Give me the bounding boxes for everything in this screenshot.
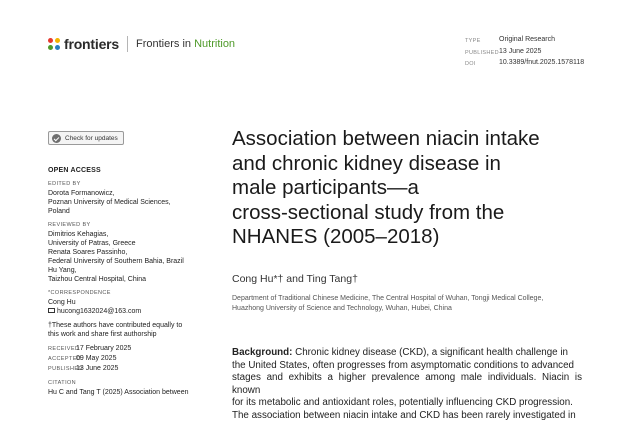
editor-name: Dorota Formanowicz, — [48, 190, 115, 197]
equal-contribution-note: †These authors have contributed equally to — [48, 322, 183, 329]
abstract: Background: Chronic kidney disease (CKD), a significant health challenge in the United States, often progresses from asymptomatic conditions to advanced stages and exhibits a higher prevalence among male individuals. Niacin is known for its metabolic and antioxidant roles, potentially influencing CKD progression. The association between niacin intake and CKD has been rarely investigated in — [232, 347, 582, 421]
reviewed-by-label: REVIEWED BY — [48, 222, 91, 228]
article-title: Association between niacin intake and chronic kidney disease in male participants—a cross-sectional study from the NHANES (2005–2018) — [232, 127, 540, 248]
correspondence-name: Cong Hu — [48, 299, 76, 306]
author-affiliation: Department of Traditional Chinese Medicine, The Central Hospital of Wuhan, Tongji Medical College, Huazhong University of Science and Technology, Wuhan, Hubei, China — [232, 295, 544, 312]
journal-name: Frontiers in Nutrition — [136, 38, 236, 50]
article-dates — [48, 344, 208, 374]
open-access-label: OPEN ACCESS — [48, 167, 101, 174]
editor-affil: Poznan University of Medical Sciences, — [48, 199, 171, 206]
article-meta — [465, 35, 584, 70]
editor-country: Poland — [48, 208, 70, 215]
envelope-icon — [48, 308, 55, 313]
reviewer-line: Dimitrios Kehagias, — [48, 231, 109, 238]
reviewer-line: Federal University of Southern Bahia, Brazil — [48, 258, 184, 265]
doi-link[interactable]: 10.3389/fnut.2025.1578118 — [499, 59, 585, 66]
edited-by-label: EDITED BY — [48, 181, 81, 187]
brand-name: frontiers — [64, 36, 119, 52]
correspondence-email-row — [48, 307, 208, 316]
header-divider — [127, 36, 128, 52]
reviewer-line: Hu Yang, — [48, 267, 77, 274]
meta-type: TYPE Original Research — [465, 36, 556, 44]
citation-text: Hu C and Tang T (2025) Association between — [48, 389, 189, 396]
accepted-date: ACCEPTED09 May 2025 — [48, 355, 117, 362]
reviewer-line: University of Patras, Greece — [48, 240, 136, 247]
abstract-heading: Background: — [232, 347, 293, 358]
equal-contribution-note-2: this work and share first authorship — [48, 331, 157, 338]
citation-label: CITATION — [48, 380, 77, 386]
correspondence-email[interactable]: hucong1632024@163.com — [57, 308, 142, 315]
meta-published: PUBLISHED 13 June 2025 — [465, 47, 542, 56]
published-date: PUBLISHED13 June 2025 — [48, 365, 119, 372]
received-date: RECEIVED17 February 2025 — [48, 345, 132, 352]
article-authors: Cong Hu*† and Ting Tang† — [232, 273, 358, 285]
meta-doi: DOI 10.3389/fnut.2025.1578118 — [465, 58, 584, 70]
sidebar-info — [48, 166, 208, 397]
frontiers-logo-icon — [48, 38, 61, 51]
checkmark-icon — [52, 134, 61, 143]
reviewer-line: Taizhou Central Hospital, China — [48, 276, 147, 283]
reviewer-line: Renata Soares Passinho, — [48, 249, 128, 256]
journal-header — [48, 36, 235, 52]
correspondence-label: *CORRESPONDENCE — [48, 290, 111, 296]
check-for-updates-button[interactable]: Check for updates — [48, 131, 124, 145]
